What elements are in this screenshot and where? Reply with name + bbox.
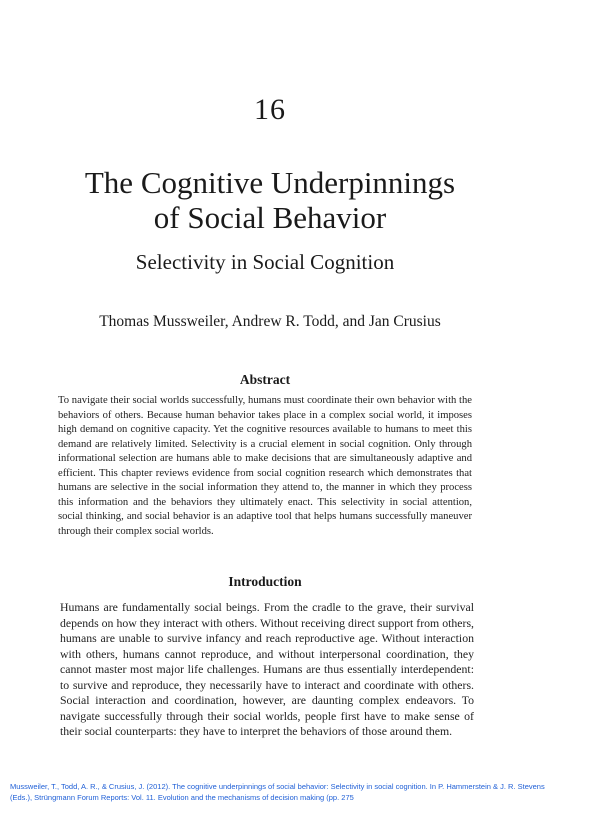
author-list: Thomas Mussweiler, Andrew R. Todd, and Jan Crusius xyxy=(99,313,441,330)
citation-line-1[interactable]: Mussweiler, T., Todd, A. R., & Crusius, J. (2012). The cognitive underpinnings of social behavior: Selectivity in social cognition. In P. Hammerstein & J. R. Stevens xyxy=(10,782,545,791)
chapter-title-line-2: of Social Behavior xyxy=(153,200,387,235)
chapter-subtitle: Selectivity in Social Cognition xyxy=(135,250,395,274)
chapter-number: 16 xyxy=(254,93,286,126)
introduction-text: Humans are fundamentally social beings. From the cradle to the grave, their survival depends on how they interact with others. Without receiving direct support from others, humans are unable to survive infancy and reach reproductive age. Without interaction with others, humans cannot reproduce, and without interpersonal coordination, they cannot master most major life challenges. Humans are thus essentially interdependent: to survive and reproduce, they necessarily have to interact and coordinate with others. Social interaction and coordination, however, are daunting complex endeavors. To navigate successfully through their social worlds, people first have to make sense of their social counterparts: they have to interpret the behaviors of those around them. xyxy=(60,600,474,738)
citation-line-2[interactable]: (Eds.), Strüngmann Forum Reports: Vol. 11. Evolution and the mechanisms of decision making (pp. 275 xyxy=(10,793,354,802)
abstract-heading: Abstract xyxy=(239,372,291,387)
abstract-text: To navigate their social worlds successfully, humans must coordinate their own behavior with the behaviors of others. Because human behavior takes place in a complex social world, it imposes high demand on cognitive capacity. Yet the cognitive resources available to humans to meet this demand are relatively limited. Selectivity is a crucial element in social cognition. Only through informational selection are humans able to make decisions that are simultaneously adaptive and efficient. This chapter reviews evidence from social cognition research which demonstrates that humans are selective in the social information they attend to, the manner in which they process this information and the behaviors they ultimately enact. This selectivity in social attention, social thinking, and social behavior is an adaptive tool that helps humans successfully maneuver through their complex social worlds. xyxy=(58,395,472,537)
citation-link[interactable] xyxy=(10,781,595,803)
introduction-heading: Introduction xyxy=(228,574,302,589)
chapter-title-line-1: The Cognitive Underpinnings xyxy=(84,165,456,200)
chapter-title xyxy=(0,165,540,235)
